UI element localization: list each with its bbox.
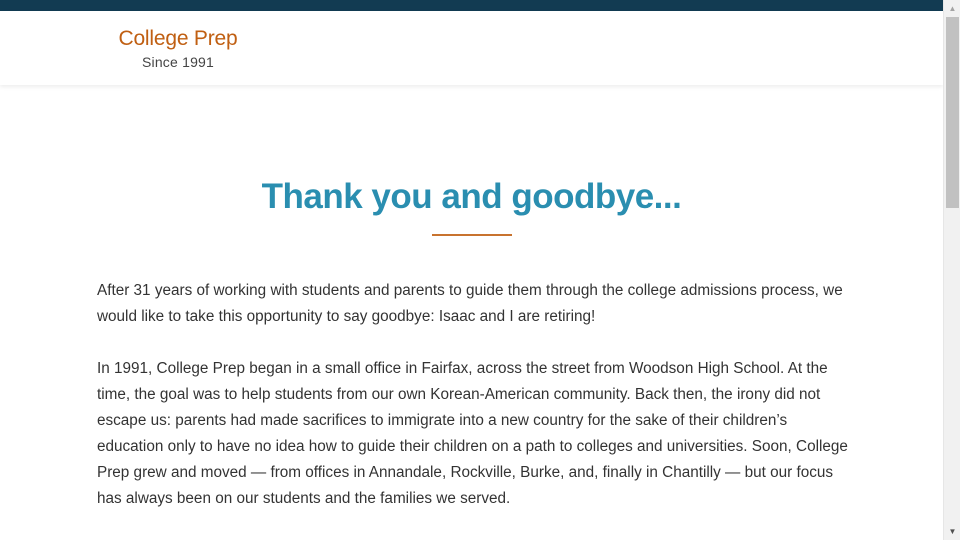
triangle-up-icon[interactable]: ▲ <box>948 4 957 13</box>
history-paragraph: In 1991, College Prep began in a small office in Fairfax, across the street from Woodson High School. At the time, the goal was to help students from our own Korean-American community. Back then, the irony did not escape us: parents had made sacrifices to immigrate into a new country for the sake of their children’s education only to have no idea how to guide their children on a path to colleges and universities. Soon, College Prep grew and moved — from offices in Annandale, Rockville, Burke, and, finally in Chantilly — but our focus has always been on our students and the families we served. <box>97 360 848 507</box>
main-content <box>0 85 943 540</box>
intro-paragraph: After 31 years of working with students and parents to guide them through the college admissions process, we would like to take this opportunity to say goodbye: Isaac and I are retiring! <box>97 282 843 325</box>
brand-title: College Prep <box>118 27 238 50</box>
site-logo-link[interactable] <box>100 25 256 71</box>
brand-subtitle: Since 1991 <box>141 54 215 70</box>
site-header <box>0 11 943 85</box>
vertical-scrollbar[interactable] <box>943 0 960 540</box>
top-bar <box>0 0 943 11</box>
scrollbar-thumb[interactable] <box>946 17 959 208</box>
triangle-down-icon[interactable]: ▼ <box>948 527 957 536</box>
page-heading: Thank you and goodbye... <box>261 177 682 216</box>
heading-divider <box>432 234 512 236</box>
